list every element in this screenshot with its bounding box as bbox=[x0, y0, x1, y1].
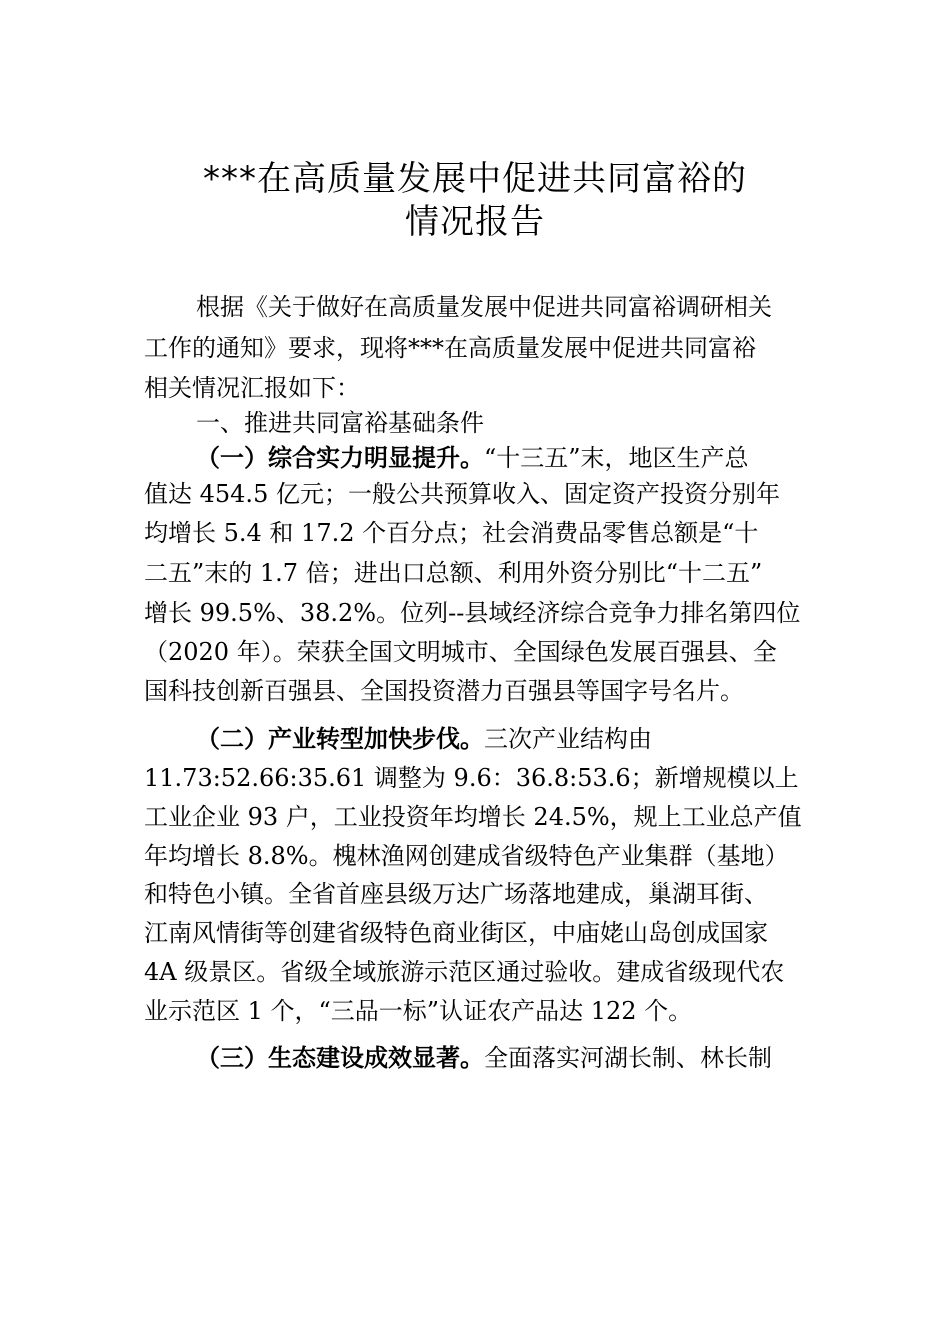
para1-line: 二五”末的 1.7 倍；进出口总额、利用外资分别比“十二五” bbox=[144, 559, 763, 587]
para2-line: 江南风情街等创建省级特色商业街区，中庙姥山岛创成国家 bbox=[144, 919, 768, 947]
intro-line-3: 相关情况汇报如下： bbox=[144, 374, 360, 402]
document-title-line-2: 情况报告 bbox=[405, 202, 545, 242]
para2-line: 和特色小镇。全省首座县级万达广场落地建成，巢湖耳街、 bbox=[144, 880, 768, 908]
para2-first-line bbox=[196, 719, 652, 759]
para2-lead: （二）产业转型加快步伐。 bbox=[196, 725, 484, 753]
para3-first-line bbox=[196, 1038, 772, 1078]
para3-lead: （三）生态建设成效显著。 bbox=[196, 1044, 484, 1072]
para1-line: （2020 年）。荣获全国文明城市、全国绿色发展百强县、全 bbox=[144, 638, 777, 666]
para2-line: 11.73:52.66:35.61 调整为 9.6：36.8:53.6；新增规模以上 bbox=[144, 764, 799, 792]
para1-line: 均增长 5.4 和 17.2 个百分点；社会消费品零售总额是“十 bbox=[144, 519, 759, 547]
section-heading-1: 一、推进共同富裕基础条件 bbox=[196, 409, 484, 437]
para1-line: 国科技创新百强县、全国投资潜力百强县等国字号名片。 bbox=[144, 677, 744, 705]
para1-line: 增长 99.5%、38.2%。位列--县域经济综合竞争力排名第四位 bbox=[144, 599, 801, 627]
para2-first-rest: 三次产业结构由 bbox=[484, 725, 652, 753]
para1-first-line bbox=[196, 438, 749, 478]
para1-line: 值达 454.5 亿元；一般公共预算收入、固定资产投资分别年 bbox=[144, 480, 780, 508]
intro-line-1: 根据《关于做好在高质量发展中促进共同富裕调研相关 bbox=[196, 293, 772, 321]
document-title-line-1: ***在高质量发展中促进共同富裕的 bbox=[203, 159, 747, 199]
para2-line: 年均增长 8.8%。槐林渔网创建成省级特色产业集群（基地） bbox=[144, 842, 789, 870]
para1-first-rest: “十三五”末，地区生产总 bbox=[484, 444, 749, 472]
para3-first-rest: 全面落实河湖长制、林长制 bbox=[484, 1044, 772, 1072]
para2-line: 工业企业 93 户，工业投资年均增长 24.5%，规上工业总产值 bbox=[144, 803, 802, 831]
para2-line: 业示范区 1 个，“三品一标”认证农产品达 122 个。 bbox=[144, 997, 693, 1025]
para1-lead: （一）综合实力明显提升。 bbox=[196, 444, 484, 472]
intro-line-2: 工作的通知》要求，现将***在高质量发展中促进共同富裕 bbox=[144, 334, 756, 362]
para2-line: 4A 级景区。省级全域旅游示范区通过验收。建成省级现代农 bbox=[144, 958, 785, 986]
